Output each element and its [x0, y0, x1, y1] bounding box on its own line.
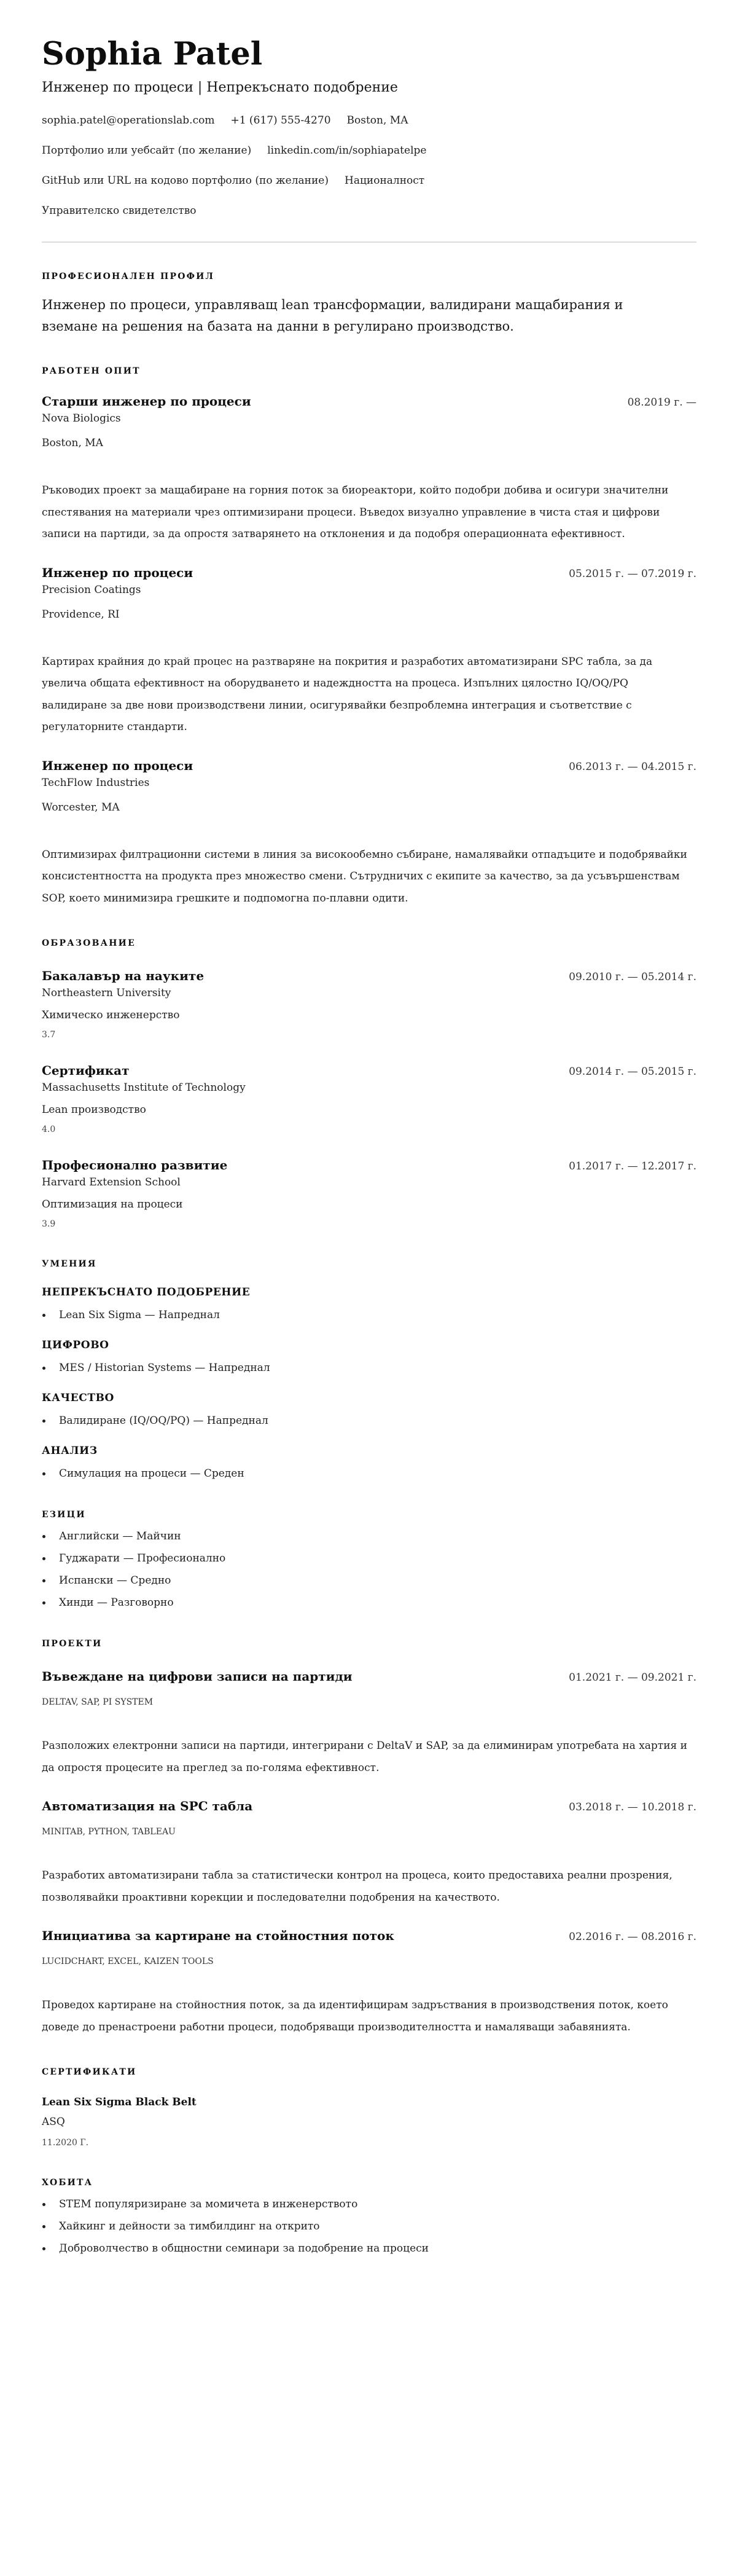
section-title: РАБОТЕН ОПИТ: [42, 366, 141, 376]
project-dates: 01.2021 г. — 09.2021 г.: [569, 1671, 696, 1684]
candidate-name: Sophia Patel: [42, 36, 263, 73]
section-title: ПРОФЕСИОНАЛЕН ПРОФИЛ: [42, 272, 215, 281]
degree: Сертификат: [42, 1063, 130, 1078]
contact-linkedin[interactable]: linkedin.com/in/sophiapatelpe: [267, 144, 427, 157]
contact-github: GitHub или URL на кодово портфолио (по желание): [42, 175, 329, 187]
skill-group-title: АНАЛИЗ: [42, 1445, 98, 1457]
hobbies-section: [42, 2177, 696, 2256]
certificate-item: [42, 2095, 696, 2149]
project-description: Проведох картиране на стойностния поток, за да идентифицирам задръствания в производствения поток, което доведе до пренастроени работни процеси, подобряващи производителността и намаляващи забавянията.: [42, 1999, 668, 2033]
education-dates: 09.2014 г. — 05.2015 г.: [569, 1066, 696, 1078]
certificate-date: 11.2020 Г.: [42, 2138, 89, 2148]
job-dates: 08.2019 г. —: [627, 396, 696, 409]
experience-item: [42, 564, 696, 739]
hobby-item: Доброволчество в общностни семинари за подобрение на процеси: [42, 2241, 696, 2256]
degree: Бакалавър на науките: [42, 968, 205, 983]
section-title: УМЕНИЯ: [42, 1259, 97, 1269]
skill-group: [42, 1444, 696, 1481]
project-tech: LUCIDCHART, EXCEL, KAIZEN TOOLS: [42, 1957, 214, 1966]
certificate-name: Lean Six Sigma Black Belt: [42, 2096, 197, 2108]
skill-item: Симулация на процеси — Среден: [42, 1466, 696, 1481]
project-description: Разположих електронни записи на партиди, интегрирани с DeltaV и SAP, за да елиминирам употребата на хартия и да опростя процесите на преглед за по-голяма ефективност.: [42, 1740, 688, 1774]
job-title: Инженер по процеси: [42, 565, 193, 580]
contact-row: [42, 203, 696, 218]
header-divider: [42, 242, 696, 243]
experience-item: [42, 757, 696, 910]
skill-item: Валидиране (IQ/OQ/PQ) — Напреднал: [42, 1413, 696, 1428]
education-item: [42, 1156, 696, 1230]
language-item: Английски — Майчин: [42, 1529, 696, 1544]
job-description: Ръководих проект за мащабиране на горния поток за биореактори, който подобри добива и осигури значителни спестявания на материали чрез оптимизирани процеси. Въведох визуално управление в чиста стая и цифрови записи на партиди, за да опростя затварянето на отклонения и да подобря операционната ефективност.: [42, 484, 669, 540]
contact-portfolio: Портфолио или уебсайт (по желание): [42, 144, 252, 157]
section-title: ПРОЕКТИ: [42, 1639, 103, 1649]
hobby-item: Хайкинг и дейности за тимбилдинг на открито: [42, 2219, 696, 2234]
contact-nationality: Националност: [345, 175, 425, 187]
education-item: [42, 967, 696, 1041]
skill-item: MES / Historian Systems — Напреднал: [42, 1361, 696, 1375]
contact-email[interactable]: sophia.patel@operationslab.com: [42, 114, 215, 127]
job-location: Worcester, MA: [42, 801, 120, 814]
language-item: Хинди — Разговорно: [42, 1595, 696, 1610]
project-description: Разработих автоматизирани табла за статистически контрол на процеса, които предоставиха реални прозрения, позволявайки проактивни корекции и последователни подобрения на качеството.: [42, 1869, 673, 1904]
project-tech: DELTAV, SAP, PI SYSTEM: [42, 1697, 154, 1707]
contact-row: [42, 143, 696, 158]
job-dates: 06.2013 г. — 04.2015 г.: [569, 760, 696, 773]
project-name: Автоматизация на SPC табла: [42, 1799, 253, 1813]
section-title: ОБРАЗОВАНИЕ: [42, 938, 136, 948]
resume-header: [42, 36, 696, 243]
job-dates: 05.2015 г. — 07.2019 г.: [569, 567, 696, 580]
contact-phone[interactable]: +1 (617) 555-4270: [230, 114, 331, 127]
job-description: Картирах крайния до край процес на разтваряне на покрития и разработих автоматизирани SPC табла, за да увелича общата ефективност на оборудването и надеждността на процеса. Изпълних цялостно IQ/OQ/PQ валидиране за две нови производствени линии, осигурявайки безпроблемна интеграция и съответствие с регулаторните стандарти.: [42, 655, 653, 733]
skill-group-title: НЕПРЕКЪСНАТО ПОДОБРЕНИЕ: [42, 1286, 251, 1298]
education-dates: 01.2017 г. — 12.2017 г.: [569, 1160, 696, 1172]
education-item: [42, 1062, 696, 1136]
school-name: Northeastern University: [42, 987, 171, 999]
contact-info: [42, 113, 696, 218]
skill-group: [42, 1391, 696, 1428]
education-dates: 09.2010 г. — 05.2014 г.: [569, 971, 696, 983]
gpa: 4.0: [42, 1125, 56, 1134]
summary-text: Инженер по процеси, управляващ lean трансформации, валидирани мащабирания и вземане на решения на базата на данни в регулирано производство.: [42, 297, 623, 334]
hobby-item: STEM популяризиране за момичета в инженерството: [42, 2197, 696, 2212]
company-name: Nova Biologics: [42, 412, 121, 425]
school-name: Harvard Extension School: [42, 1176, 181, 1188]
job-description: Оптимизирах филтрационни системи в линия за високообемно събиране, намалявайки отпадъците и подобрявайки консистентността на продукта през множество смени. Сътрудничих с екипите за качество, за да усъвършенствам SOP, което минимизира грешките и подпомогна по-плавни одити.: [42, 848, 687, 905]
certificates-section: [42, 2067, 696, 2149]
field-of-study: Оптимизация на процеси: [42, 1198, 183, 1211]
school-name: Massachusetts Institute of Technology: [42, 1082, 246, 1094]
project-name: Въвеждане на цифрови записи на партиди: [42, 1669, 353, 1684]
job-location: Providence, RI: [42, 608, 120, 621]
certificate-issuer: ASQ: [42, 2116, 65, 2128]
language-item: Испански — Средно: [42, 1573, 696, 1588]
gpa: 3.9: [42, 1219, 56, 1229]
project-name: Инициатива за картиране на стойностния поток: [42, 1928, 394, 1943]
job-title: Старши инженер по процеси: [42, 394, 251, 409]
project-tech: MINITAB, PYTHON, TABLEAU: [42, 1827, 176, 1837]
contact-row: [42, 113, 696, 128]
language-item: Гуджарати — Професионално: [42, 1551, 696, 1566]
contact-row: [42, 173, 696, 188]
field-of-study: Химическо инженерство: [42, 1009, 180, 1021]
project-item: [42, 1668, 696, 1779]
candidate-headline: Инженер по процеси | Непрекъснато подобрение: [42, 80, 398, 95]
project-item: [42, 1797, 696, 1909]
project-item: [42, 1927, 696, 2038]
experience-item: [42, 393, 696, 546]
field-of-study: Lean производство: [42, 1104, 146, 1116]
gpa: 3.7: [42, 1030, 56, 1040]
skill-group-title: ЦИФРОВО: [42, 1339, 109, 1351]
skill-group-title: КАЧЕСТВО: [42, 1392, 114, 1404]
degree: Професионално развитие: [42, 1158, 228, 1172]
skill-group: [42, 1286, 696, 1322]
project-dates: 02.2016 г. — 08.2016 г.: [569, 1931, 696, 1943]
projects-section: [42, 1638, 696, 2038]
summary-section: [42, 271, 696, 337]
experience-section: [42, 366, 696, 909]
skills-section: [42, 1259, 696, 1481]
job-title: Инженер по процеси: [42, 758, 193, 773]
section-title: СЕРТИФИКАТИ: [42, 2067, 137, 2077]
section-title: ЕЗИЦИ: [42, 1510, 86, 1520]
education-section: [42, 938, 696, 1230]
languages-section: [42, 1509, 696, 1610]
job-location: Boston, MA: [42, 437, 103, 449]
contact-location: Boston, MA: [346, 114, 408, 127]
skill-group: [42, 1338, 696, 1375]
project-dates: 03.2018 г. — 10.2018 г.: [569, 1801, 696, 1813]
company-name: TechFlow Industries: [42, 776, 150, 789]
company-name: Precision Coatings: [42, 583, 141, 596]
section-title: ХОБИТА: [42, 2178, 93, 2188]
contact-license: Управителско свидетелство: [42, 205, 197, 217]
skill-item: Lean Six Sigma — Напреднал: [42, 1308, 696, 1322]
